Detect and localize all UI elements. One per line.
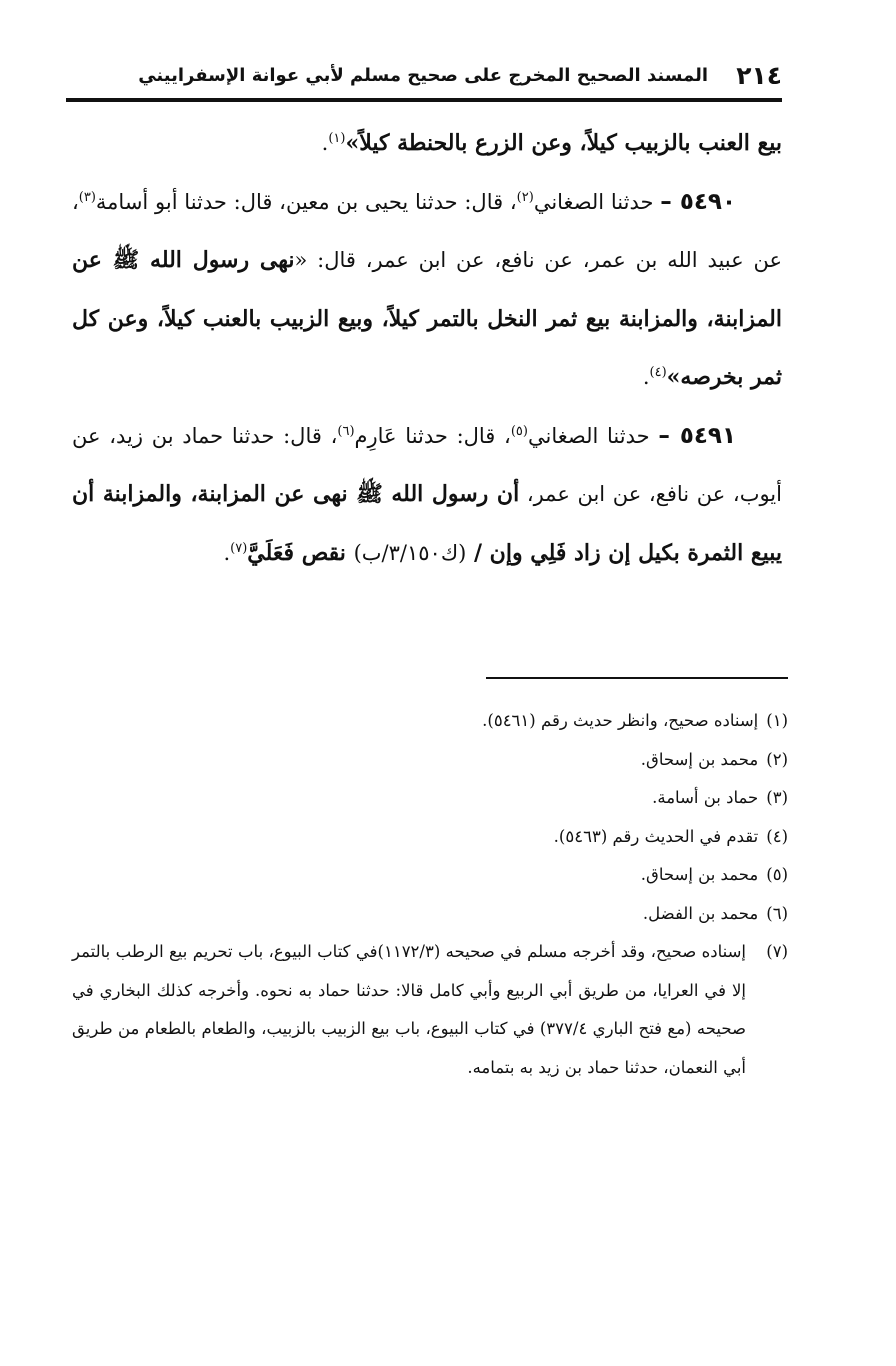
footnote-item	[72, 818, 788, 857]
isnad-text: ، قال: حدثنا حماد بن زيد، عن أيوب، عن نافع، عن ابن عمر،	[72, 423, 782, 506]
footnote-item	[72, 779, 788, 818]
paragraph-continuation	[72, 114, 782, 173]
footnote-text: حماد بن أسامة.	[652, 788, 759, 807]
footnote-number: (١)	[766, 711, 788, 730]
punctuation: .	[321, 131, 329, 155]
footnotes	[72, 702, 788, 1087]
footnote-text: إسناده صحيح، وقد أخرجه مسلم في صحيحه (١١٧٢/٣)في كتاب البيوع، باب تحريم بيع الرطب بالتمر إلا في العرايا، من طريق أبي الربيع وأبي كامل قالا: حدثنا حماد به نحوه. وأخرجه كذلك البخاري في صحيحه (مع فتح الباري ٣٧٧/٤) في كتاب البيوع، باب بيع الزبيب بالزبيب، والطعام بالطعام من طريق أبي النعمان، حدثنا حماد بن زيد به بتمامه.	[72, 942, 747, 1077]
footnote-number: (٧)	[766, 942, 788, 961]
footnote-ref: (٧)	[230, 540, 248, 556]
page-header	[66, 58, 782, 98]
footnote-number: (٢)	[766, 749, 788, 769]
footnote-text: محمد بن الفضل.	[642, 903, 759, 923]
isnad-text: حدثنا الصغاني	[527, 423, 659, 448]
hadith-text-bold: بيع العنب بالزبيب كيلاً، وعن الزرع بالحنطة كيلاً»	[345, 130, 782, 156]
footnote-ref: (٤)	[649, 365, 667, 380]
hadith-text-bold: نقص فَعَلَيَّ	[247, 539, 354, 566]
footnote-item	[72, 856, 788, 895]
hadith-number: ٥٤٩٠	[679, 188, 736, 215]
footnote-text: محمد بن إسحاق.	[640, 749, 759, 769]
footnote-number: (٣)	[766, 788, 788, 807]
hadith-text-bold: أن رسول الله ﷺ نهى عن المزابنة، والمزابنة أن يبيع الثمرة بكيل إن زاد فَلِي وإن /	[72, 481, 782, 566]
running-title: المسند الصحيح المخرج على صحيح مسلم لأبي عوانة الإسفراييني	[138, 65, 708, 86]
hadith-dash: –	[658, 422, 680, 449]
footnote-item	[72, 933, 788, 1087]
hadith-5491	[72, 407, 782, 583]
hadith-number: ٥٤٩١	[679, 422, 737, 449]
footnote-number: (٤)	[766, 826, 788, 846]
isnad-text: حدثنا الصغاني	[533, 189, 661, 214]
footnote-ref: (١)	[328, 131, 346, 146]
footnote-text: إسناده صحيح، وانظر حديث رقم (٥٤٦١).	[482, 711, 759, 730]
footnote-ref: (٥)	[510, 423, 528, 439]
footnote-ref: (٢)	[516, 189, 534, 205]
footnote-item	[72, 702, 788, 741]
hadith-text-bold: نهى رسول الله ﷺ عن المزابنة، والمزابنة بيع ثمر النخل بالتمر كيلاً، وبيع الزبيب بالعنب كيلاً، وعن كل ثمر بخرصه»	[72, 247, 782, 390]
footnote-number: (٥)	[766, 865, 788, 884]
manuscript-reference: (ك٣/١٥٠/ب)	[353, 540, 467, 565]
footnote-ref: (٦)	[337, 423, 355, 439]
isnad-text: ، قال: حدثنا عَارِم	[354, 423, 511, 448]
footnote-ref: (٣)	[78, 189, 96, 205]
footnote-text: تقدم في الحديث رقم (٥٤٦٣).	[553, 826, 759, 846]
page-number: ٢١٤	[736, 61, 782, 90]
footnote-item	[72, 741, 788, 780]
main-text	[72, 114, 782, 582]
isnad-text: ، قال: حدثنا يحيى بن معين، قال: حدثنا أبو أسامة	[95, 189, 517, 214]
footnote-item	[72, 895, 788, 934]
footnote-separator	[486, 677, 788, 679]
header-rule	[66, 98, 782, 102]
punctuation: .	[642, 365, 650, 389]
isnad-text: ، عن عبيد الله بن عمر، عن نافع، عن ابن عمر، قال: «	[72, 189, 782, 272]
hadith-5490	[72, 173, 782, 407]
footnote-text: محمد بن إسحاق.	[640, 865, 759, 884]
punctuation: .	[223, 540, 231, 565]
footnote-number: (٦)	[766, 903, 788, 923]
hadith-dash: –	[660, 188, 680, 215]
